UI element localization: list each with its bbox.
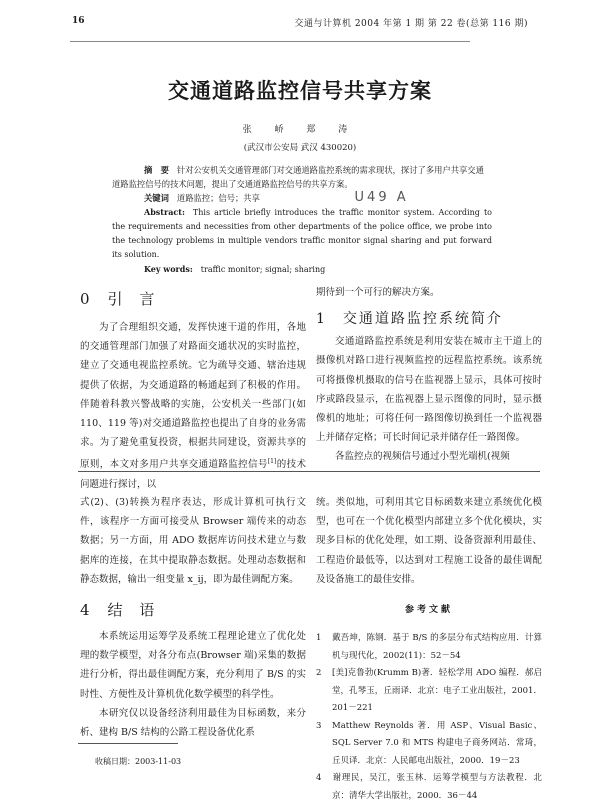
abstract-en-text: This article briefly introduces the traffic monitor system. According to the requirements and necessities from other departments of the police office, we probe into the technology problems in multiple vendors traffic monitor signal sharing and put forward its solution. — [112, 208, 492, 259]
keywords-en — [112, 262, 492, 277]
citation-ref-1: [1] — [267, 458, 277, 466]
paper-title: 交通道路监控信号共享方案 — [168, 78, 432, 103]
section-1-paragraph-1: 交通道路监控系统是利用安装在城市主干道上的摄像机对路口进行视频监控的远程监控系统。该系统可将摄像机摄取的信号在监视器上显示，具体可按时序或路段显示，在监视器上显示图像的同时，显示摄像机的地址；可将任何一路图像切换到任一个监视器上并储存定格；可长时间记录并储存任一路图像。 — [316, 336, 542, 444]
affiliation: (武汉市公安局 武汉 430020) — [243, 143, 357, 153]
conclusion-paragraph-2: 本研究仅以设备经济利用最佳为目标函数，来分析、建构 B/S 结构的公路工程设备优化系 — [80, 707, 306, 739]
section-1-paragraph-2: 各监控点的视频信号通过小型光端机(视频 — [335, 451, 510, 463]
handwritten-classification-note: U49 A — [354, 190, 409, 205]
abstract-block — [112, 163, 492, 277]
intro-continuation: 期待到一个可行的解决方案。 — [316, 287, 440, 298]
page-break-rule — [78, 471, 540, 472]
conclusion-paragraph-1: 本系统运用运筹学及系统工程理论建立了优化处理的数学模型，对各分布点(Browser 端)采集的数据进行分析，得出最佳调配方案，充分利用了 B/S 的实时性、方便性及计算机优化数学模型的科学性。 — [80, 631, 306, 700]
abstract-en-label: Abstract: — [144, 207, 185, 217]
intro-paragraph: 为了合理组织交通，发挥快速干道的作用，各地的交通管理部门加强了对路面交通状况的实时监控，建立了交通电视监控系统。它为疏导交通、辖治违规提供了依据，为交通道路的畅通起到了积极的作用。伴随着科教兴警战略的实施，公安机关一些部门(如 110、119 等)对交通道路监控也提出了自身的业务需求。为了避免重复投资，根据共同建设，资源共享的原则，本文对多用户共享交通道路监控信号[1]的技术问题进行探讨，以 — [80, 322, 306, 490]
section-0-heading — [80, 290, 306, 308]
right-column-bottom — [316, 493, 542, 805]
right-column-top — [316, 283, 542, 467]
reference-item: 1 戴吾坤，陈钢．基于 B/S 的多层分布式结构应用．计算机与现代化，2002(11)：52－54 — [316, 633, 542, 661]
section-1-title: 交通道路监控系统简介 — [342, 311, 503, 328]
keywords-cn — [112, 191, 492, 205]
page-number: 16 — [72, 16, 85, 26]
keywords-en-label: Key words: — [144, 264, 193, 274]
journal-info: 交通与计算机 2004 年第 1 期 第 22 卷(总第 116 期) — [294, 19, 528, 29]
abstract-cn-label: 摘 要 — [144, 165, 169, 175]
reference-item: 2 [美]克鲁勃(Krumm B)著．轻松学用 ADO 编程．郝启堂，孔琴玉，丘雨译．北京：电子工业出版社，2001．201－221 — [316, 668, 542, 714]
conclusion-continuation: 统。类似地，可利用其它目标函数来建立系统优化模型，也可在一个优化模型内部建立多个优化模块，实现多目标的优化处理，如工期、设备资源利用最佳、工程造价最低等，以达到对工程施工设备的最佳调配及设备施工的最佳安排。 — [316, 497, 542, 585]
left-column-bottom — [80, 493, 306, 742]
footnote-rule — [78, 743, 178, 744]
keywords-cn-text: 道路监控；信号；共享 — [176, 193, 260, 203]
references-title: 参考文献 — [404, 605, 453, 616]
section-1-heading — [316, 310, 542, 328]
abstract-cn — [112, 163, 492, 191]
section-1-number: 1 — [316, 311, 325, 328]
authors: 张 峤 郑 涛 — [242, 125, 358, 135]
reference-item: 4 谢理民，吴江，张玉林．运筹学模型与方法教程．北京：清华大学出版社，2000．36－44 — [316, 773, 542, 801]
reference-item: 3 Matthew Reynolds 著．用 ASP、Visual Basic、SQL Server 7.0 和 MTS 构建电子商务网站．常琦，丘贝译．北京：人民邮电出版社，2000．19－23 — [316, 720, 542, 766]
section-4-title: 结 语 — [107, 601, 161, 620]
abstract-cn-text: 针对公安机关交通管理部门对交通道路监控系统的需求现状，探讨了多用户共享交通道路监控信号的技术问题，提出了交通道路监控信号的共享方案。 — [112, 165, 484, 189]
section-0-title: 引 言 — [107, 290, 161, 308]
keywords-cn-label: 关键词 — [144, 193, 169, 203]
left-column-top — [80, 318, 306, 494]
section-4-heading — [80, 601, 306, 619]
keywords-en-text: traffic monitor; signal; sharing — [200, 265, 326, 274]
header-rule — [70, 41, 470, 42]
section-4-number: 4 — [80, 601, 90, 620]
abstract-en — [112, 205, 492, 262]
section-0-number: 0 — [80, 290, 90, 308]
algorithm-paragraph: 式(2)、(3)转换为程序表达，形成计算机可执行文件，该程序一方面可接受从 Browser 端传来的动态数据；另一方面，用 ADO 数据库访问技术建立与数据库的连接，在其中提取静态数据。处理动态数据和静态数据，输出一组变量 x_ij，即为最佳调配方案。 — [80, 497, 306, 585]
received-date-footnote: 收稿日期：2003-11-03 — [95, 757, 182, 766]
running-header — [72, 16, 528, 30]
